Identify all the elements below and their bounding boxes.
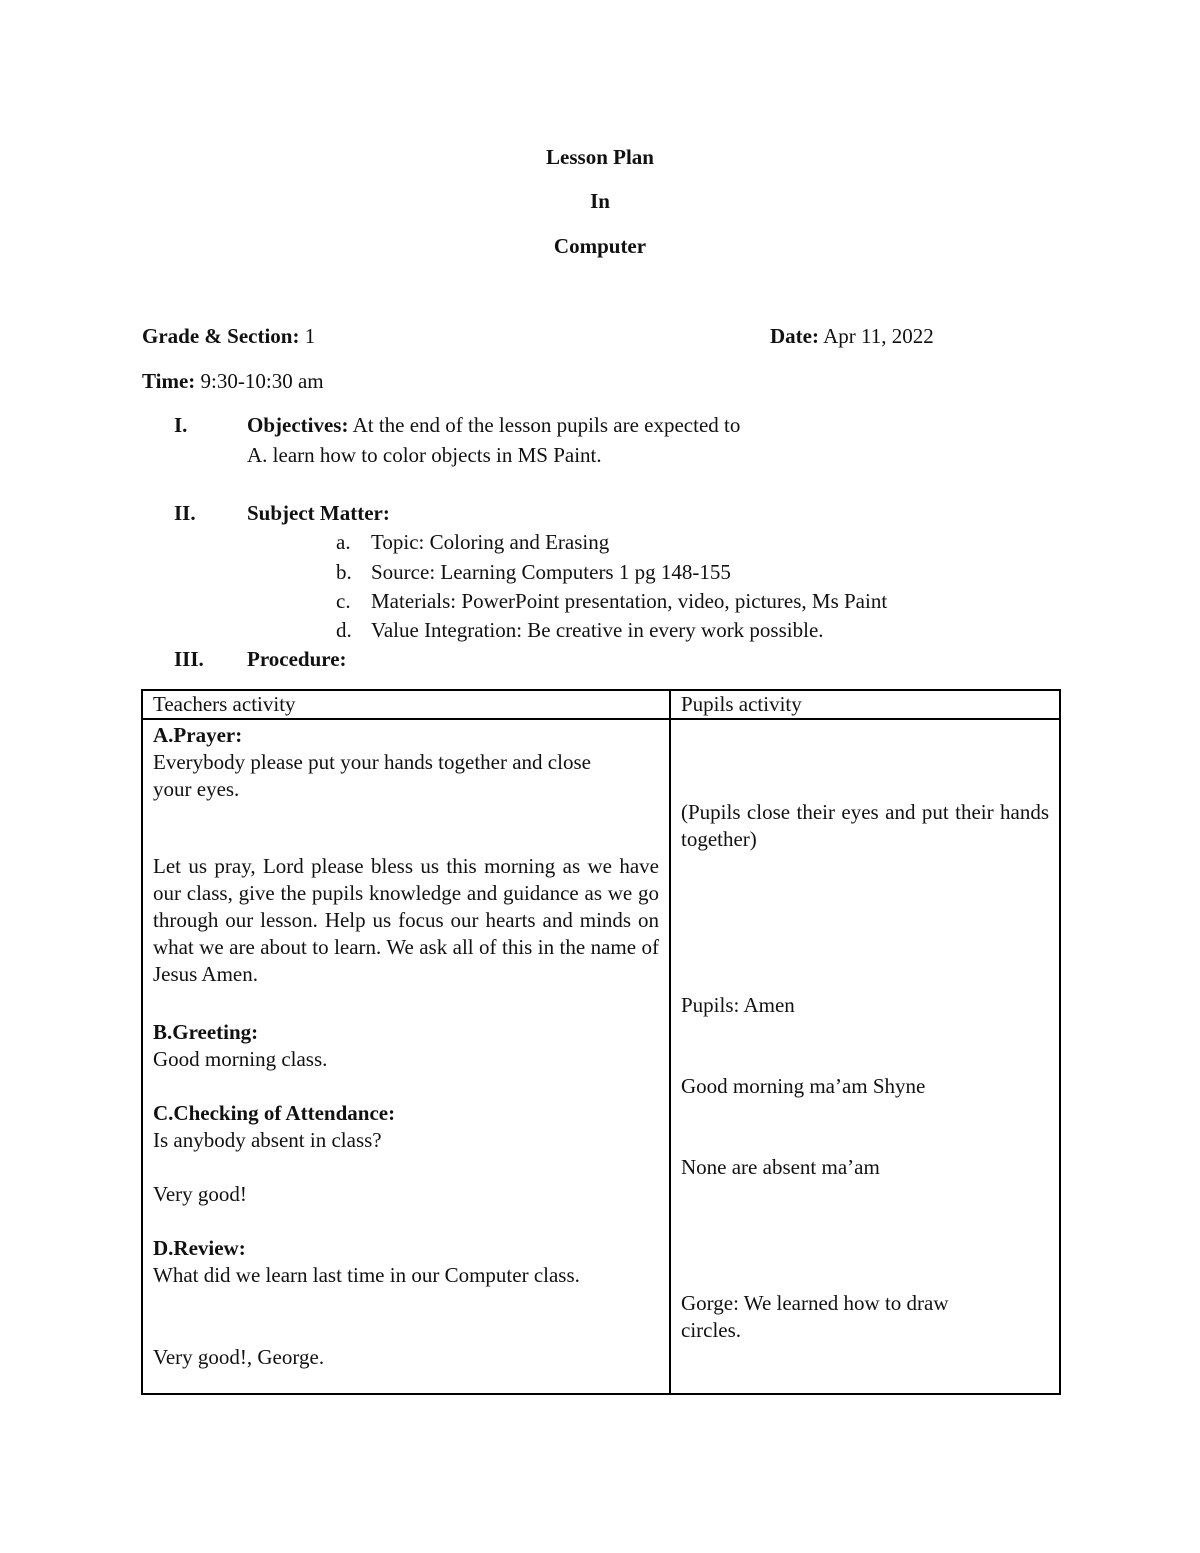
subject-item-letter: b. — [336, 560, 352, 584]
objective-item-a: A. learn how to color objects in MS Paint. — [247, 443, 602, 467]
pupils-attendance: None are absent ma’am — [681, 1155, 880, 1179]
subject-matter-numeral: II. — [174, 501, 196, 525]
document-title: Lesson Plan — [546, 145, 654, 169]
objectives-intro: At the end of the lesson pupils are expected to — [352, 413, 741, 437]
objectives-line — [247, 415, 740, 436]
prayer-instruction-line1: Everybody please put your hands together and close — [153, 750, 591, 774]
document-title-in: In — [590, 189, 610, 213]
procedure-label: Procedure: — [247, 647, 347, 671]
date-value: Apr 11, 2022 — [823, 324, 934, 348]
pupils-header-cell — [670, 690, 1060, 719]
procedure-table — [141, 689, 1061, 1395]
prayer-instruction-line2: your eyes. — [153, 777, 240, 801]
procedure-numeral: III. — [174, 647, 204, 671]
table-body-row — [142, 719, 1060, 1394]
review-reply: Very good!, George. — [153, 1345, 325, 1369]
table-header-row — [142, 690, 1060, 719]
subject-item-letter: c. — [336, 589, 351, 613]
greeting-text: Good morning class. — [153, 1047, 328, 1071]
grade-section — [142, 326, 315, 347]
pupils-amen: Pupils: Amen — [681, 993, 795, 1017]
attendance-heading: C.Checking of Attendance: — [153, 1101, 396, 1125]
prayer-heading: A.Prayer: — [153, 723, 243, 747]
date-label: Date: — [770, 324, 819, 348]
attendance-reply: Very good! — [153, 1182, 247, 1206]
time-label: Time: — [142, 369, 196, 393]
subject-item-topic: Topic: Coloring and Erasing — [371, 530, 610, 554]
attendance-text: Is anybody absent in class? — [153, 1128, 382, 1152]
pupils-activity-header: Pupils activity — [681, 692, 802, 716]
objectives-numeral: I. — [174, 413, 188, 437]
subject-item-letter: d. — [336, 618, 352, 642]
time-value: 9:30-10:30 am — [200, 369, 324, 393]
pupils-review-line1: Gorge: We learned how to draw — [681, 1291, 949, 1315]
teachers-header-cell — [142, 690, 670, 719]
objectives-label: Objectives: — [247, 413, 349, 437]
time-field — [142, 371, 324, 392]
greeting-heading: B.Greeting: — [153, 1020, 259, 1044]
date-field — [770, 326, 934, 347]
teachers-activity-cell — [142, 719, 670, 1394]
subject-item-value-integration: Value Integration: Be creative in every work possible. — [371, 618, 824, 642]
prayer-text: Let us pray, Lord please bless us this morning as we have our class, give the pupils knowledge and guidance as we go through our lesson. Help us focus our hearts and minds on what we are about to learn. We ask all of this in the name of Jesus Amen. — [153, 854, 659, 986]
document-subject: Computer — [553, 234, 647, 258]
grade-label: Grade & Section: — [142, 324, 300, 348]
review-text: What did we learn last time in our Computer class. — [153, 1263, 580, 1287]
subject-matter-label: Subject Matter: — [247, 501, 390, 525]
subject-item-letter: a. — [336, 530, 351, 554]
review-heading: D.Review: — [153, 1236, 246, 1260]
subject-item-materials: Materials: PowerPoint presentation, video, pictures, Ms Paint — [371, 589, 888, 613]
subject-item-source: Source: Learning Computers 1 pg 148-155 — [371, 560, 731, 584]
pupils-greeting: Good morning ma’am Shyne — [681, 1074, 926, 1098]
teachers-activity-header: Teachers activity — [153, 692, 296, 716]
grade-value: 1 — [304, 324, 316, 348]
pupils-prayer-response: (Pupils close their eyes and put their hands together) — [681, 800, 1049, 851]
pupils-activity-cell — [670, 719, 1060, 1394]
pupils-review-line2: circles. — [681, 1318, 742, 1342]
